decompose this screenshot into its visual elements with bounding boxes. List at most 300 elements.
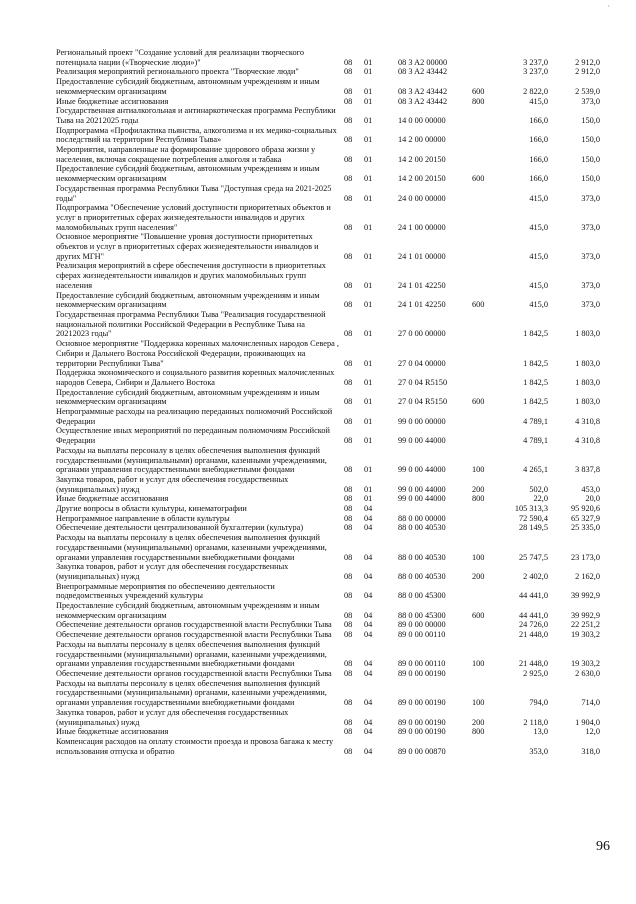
row-amount-year2: 65 327,9 bbox=[570, 513, 600, 523]
row-section: 08 bbox=[344, 416, 353, 426]
row-subsection: 04 bbox=[364, 659, 373, 669]
row-name: Иные бюджетные ассигнования bbox=[56, 96, 169, 106]
row-amount-year1: 166,0 bbox=[529, 174, 548, 184]
row-name: Предоставление субсидий бюджетным, автономным учреждениям и иным некоммерческим организациям bbox=[56, 290, 320, 310]
row-amount-year1: 166,0 bbox=[529, 115, 548, 125]
row-target-code: 14 2 00 20150 bbox=[398, 174, 446, 184]
row-subsection: 01 bbox=[364, 358, 373, 368]
row-amount-year2: 373,0 bbox=[581, 251, 600, 261]
row-amount-year1: 72 590,4 bbox=[518, 513, 548, 523]
row-amount-year1: 2 925,0 bbox=[523, 669, 548, 678]
row-section: 08 bbox=[344, 222, 353, 232]
table-row bbox=[56, 77, 610, 96]
row-section: 08 bbox=[344, 465, 353, 475]
row-name: Подпрограмма «Профилактика пьянства, алкоголизма и их медико-социальных последствий на территории Республики Тыва» bbox=[56, 125, 337, 145]
row-amount-year1: 3 237,0 bbox=[523, 67, 548, 77]
row-name: Иные бюджетные ассигнования bbox=[56, 727, 169, 737]
row-section: 08 bbox=[344, 300, 353, 310]
row-expense-type bbox=[472, 368, 500, 387]
row-amount-year2: 2 539,0 bbox=[575, 86, 600, 96]
row-subsection: 01 bbox=[364, 416, 373, 426]
row-amount-year1: 4 789,1 bbox=[523, 416, 548, 426]
row-amount-year2: 150,0 bbox=[581, 154, 600, 164]
row-section: 08 bbox=[344, 377, 353, 387]
row-name: Основное мероприятие "Поддержка коренных малочисленных народов Севера , Сибири и Дальнего Востока Российской Федерации, проживающих на территории Республики Тыва" bbox=[56, 339, 339, 368]
table-row bbox=[56, 97, 610, 107]
table-row bbox=[56, 388, 610, 407]
row-section: 08 bbox=[344, 329, 353, 339]
row-expense-type bbox=[472, 339, 500, 368]
row-amount-year1: 353,0 bbox=[529, 746, 548, 756]
row-expense-type bbox=[472, 669, 500, 679]
row-amount-year2: 2 630,0 bbox=[575, 669, 600, 678]
table-row bbox=[56, 562, 610, 581]
row-amount-year2: 39 992,9 bbox=[570, 591, 600, 601]
table-row bbox=[56, 310, 610, 339]
row-amount-year2: 2 162,0 bbox=[575, 571, 600, 581]
row-section: 08 bbox=[344, 96, 353, 106]
table-row bbox=[56, 126, 610, 145]
row-amount-year2: 23 173,0 bbox=[570, 552, 600, 562]
row-name: Закупка товаров, работ и услуг для обеспечения государственных (муниципальных) нужд bbox=[56, 474, 289, 494]
row-amount-year1: 794,0 bbox=[529, 698, 548, 708]
row-name: Поддержка экономического и социального развития коренных малочисленных народов Севера, Сибири и Дальнего Востока bbox=[56, 368, 335, 387]
row-name: Реализация мероприятий регионального проекта "Творческие люди" bbox=[56, 67, 299, 77]
row-target-code: 88 0 00 45300 bbox=[398, 610, 446, 620]
row-name: Непрограммные расходы на реализацию переданных полномочий Российской Федерации bbox=[56, 407, 333, 426]
row-section: 08 bbox=[344, 571, 353, 581]
row-section: 08 bbox=[344, 358, 353, 368]
row-expense-type bbox=[472, 504, 500, 514]
row-amount-year1: 166,0 bbox=[529, 135, 548, 145]
row-amount-year2: 150,0 bbox=[581, 135, 600, 145]
row-amount-year1: 22,0 bbox=[533, 494, 548, 504]
row-amount-year1: 3 237,0 bbox=[523, 57, 548, 67]
row-section: 08 bbox=[344, 436, 353, 446]
row-name: Иные бюджетные ассигнования bbox=[56, 494, 169, 504]
row-subsection: 01 bbox=[364, 329, 373, 339]
row-amount-year2: 95 920,6 bbox=[570, 504, 600, 514]
row-name: Реализация мероприятий в сфере обеспечения доступности в приоритетных сферах жизнедеятельности инвалидов и других маломобильных групп населения bbox=[56, 261, 326, 290]
table-row bbox=[56, 514, 610, 524]
row-subsection: 01 bbox=[364, 494, 373, 504]
row-subsection: 04 bbox=[364, 513, 373, 523]
row-subsection: 01 bbox=[364, 57, 373, 67]
row-target-code: 89 0 00 00110 bbox=[398, 659, 446, 669]
row-target-code: 24 1 00 00000 bbox=[398, 222, 446, 232]
row-subsection: 04 bbox=[364, 504, 373, 514]
row-section: 08 bbox=[344, 717, 353, 727]
row-name: Предоставление субсидий бюджетным, автономным учреждениям и иным некоммерческим организациям bbox=[56, 601, 320, 620]
row-target-code: 89 0 00 00190 bbox=[398, 669, 446, 678]
row-name: Закупка товаров, работ и услуг для обеспечения государственных (муниципальных) нужд bbox=[56, 707, 289, 727]
row-amount-year1: 502,0 bbox=[529, 484, 548, 494]
row-name: Подпрограмма "Обеспечение условий доступности приоритетных объектов и услуг в приоритетных сферах жизнедеятельности инвалидов и других маломобильных групп населения" bbox=[56, 203, 331, 232]
row-section: 08 bbox=[344, 115, 353, 125]
row-expense-type bbox=[472, 523, 500, 533]
row-section: 08 bbox=[344, 504, 353, 514]
row-subsection: 01 bbox=[364, 86, 373, 96]
table-row bbox=[56, 669, 610, 679]
row-target-code: 88 0 00 00000 bbox=[398, 513, 446, 523]
row-subsection: 04 bbox=[364, 591, 373, 601]
row-expense-type bbox=[472, 737, 500, 756]
row-name: Непрограммное направление в области культуры bbox=[56, 513, 230, 523]
table-row bbox=[56, 494, 610, 504]
row-expense-type: 600 bbox=[472, 397, 485, 407]
table-row bbox=[56, 475, 610, 494]
row-section: 08 bbox=[344, 513, 353, 523]
row-expense-type bbox=[472, 203, 500, 232]
row-target-code: 27 0 04 R5150 bbox=[398, 397, 448, 407]
table-row bbox=[56, 145, 610, 164]
table-row bbox=[56, 620, 610, 630]
row-amount-year1: 415,0 bbox=[529, 193, 548, 203]
row-section: 08 bbox=[344, 494, 353, 504]
row-amount-year1: 24 726,0 bbox=[518, 620, 548, 630]
row-amount-year1: 1 842,5 bbox=[523, 397, 548, 407]
row-target-code: 89 0 00 00190 bbox=[398, 717, 446, 727]
row-amount-year1: 2 402,0 bbox=[523, 571, 548, 581]
row-subsection: 04 bbox=[364, 571, 373, 581]
row-subsection: 01 bbox=[364, 300, 373, 310]
row-name: Расходы на выплаты персоналу в целях обеспечения выполнения функций государственными (муниципальными) органами, казенными учреждениями, органами управления государственными внебюджетными фондами bbox=[56, 533, 327, 562]
table-row bbox=[56, 407, 610, 426]
row-amount-year1: 21 448,0 bbox=[518, 630, 548, 640]
row-subsection: 04 bbox=[364, 669, 373, 678]
row-amount-year1: 105 313,3 bbox=[514, 504, 548, 514]
row-name: Предоставление субсидий бюджетным, автономным учреждениям и иным некоммерческим организациям bbox=[56, 77, 320, 96]
row-name: Основное мероприятие "Повышение уровня доступности приоритетных объектов и услуг в приоритетных сферах жизнедеятельности инвалидов и других МГН" bbox=[56, 232, 319, 261]
table-row bbox=[56, 426, 610, 445]
row-amount-year2: 1 904,0 bbox=[575, 717, 600, 727]
row-subsection: 04 bbox=[364, 523, 373, 533]
row-section: 08 bbox=[344, 484, 353, 494]
row-amount-year1: 4 789,1 bbox=[523, 436, 548, 446]
row-section: 08 bbox=[344, 746, 353, 756]
table-row bbox=[56, 67, 610, 77]
row-section: 08 bbox=[344, 174, 353, 184]
row-name: Обеспечение деятельности органов государственной власти Республики Тыва bbox=[56, 630, 332, 640]
row-name: Обеспечение деятельности органов государственной власти Республики Тыва bbox=[56, 669, 332, 678]
row-amount-year2: 373,0 bbox=[581, 222, 600, 232]
row-target-code bbox=[398, 504, 472, 514]
row-section: 08 bbox=[344, 610, 353, 620]
page-number: 96 bbox=[596, 839, 610, 854]
table-row bbox=[56, 339, 610, 368]
row-amount-year1: 415,0 bbox=[529, 251, 548, 261]
row-amount-year2: 318,0 bbox=[581, 746, 600, 756]
table-row bbox=[56, 48, 610, 67]
row-target-code: 14 2 00 00000 bbox=[398, 135, 446, 145]
row-name: Государственная антиалкогольная и антинаркотическая программа Республики Тыва на 20212025 годы bbox=[56, 106, 336, 125]
table-row bbox=[56, 737, 610, 756]
row-amount-year2: 12,0 bbox=[585, 727, 600, 737]
row-subsection: 04 bbox=[364, 630, 373, 640]
row-amount-year1: 166,0 bbox=[529, 154, 548, 164]
row-expense-type: 200 bbox=[472, 484, 485, 494]
row-amount-year2: 2 912,0 bbox=[575, 67, 600, 77]
row-expense-type bbox=[472, 126, 500, 145]
row-expense-type: 800 bbox=[472, 96, 485, 106]
row-target-code: 14 0 00 00000 bbox=[398, 115, 446, 125]
row-expense-type bbox=[472, 514, 500, 524]
row-expense-type: 600 bbox=[472, 300, 485, 310]
table-row bbox=[56, 708, 610, 727]
row-subsection: 04 bbox=[364, 727, 373, 737]
row-subsection: 01 bbox=[364, 484, 373, 494]
row-section: 08 bbox=[344, 135, 353, 145]
row-section: 08 bbox=[344, 669, 353, 678]
row-amount-year1: 415,0 bbox=[529, 96, 548, 106]
row-target-code: 24 0 00 00000 bbox=[398, 193, 446, 203]
table-row bbox=[56, 727, 610, 737]
row-section: 08 bbox=[344, 280, 353, 290]
row-target-code: 88 0 00 45300 bbox=[398, 591, 446, 601]
table-row bbox=[56, 533, 610, 562]
row-amount-year1: 25 747,5 bbox=[518, 552, 548, 562]
row-subsection: 01 bbox=[364, 193, 373, 203]
row-section: 08 bbox=[344, 620, 353, 630]
row-amount-year2: 150,0 bbox=[581, 174, 600, 184]
row-name: Обеспечение деятельности органов государственной власти Республики Тыва bbox=[56, 620, 332, 630]
row-amount-year1: 13,0 bbox=[533, 727, 548, 737]
row-subsection: 01 bbox=[364, 135, 373, 145]
row-section: 08 bbox=[344, 251, 353, 261]
corner-mark: · bbox=[607, 2, 610, 11]
row-amount-year2: 4 310,8 bbox=[575, 436, 600, 446]
row-amount-year2: 20,0 bbox=[585, 494, 600, 504]
row-subsection: 01 bbox=[364, 436, 373, 446]
row-expense-type bbox=[472, 48, 500, 67]
row-amount-year2: 453,0 bbox=[581, 484, 600, 494]
row-section: 08 bbox=[344, 552, 353, 562]
row-amount-year2: 150,0 bbox=[581, 115, 600, 125]
row-expense-type: 200 bbox=[472, 717, 485, 727]
row-subsection: 01 bbox=[364, 96, 373, 106]
row-amount-year2: 714,0 bbox=[581, 698, 600, 708]
budget-table bbox=[56, 48, 610, 756]
row-subsection: 01 bbox=[364, 251, 373, 261]
table-row bbox=[56, 523, 610, 533]
row-amount-year1: 2 118,0 bbox=[523, 717, 548, 727]
row-expense-type: 100 bbox=[472, 465, 485, 475]
row-amount-year1: 21 448,0 bbox=[518, 659, 548, 669]
row-target-code: 89 0 00 00190 bbox=[398, 698, 446, 708]
row-target-code: 24 1 01 42250 bbox=[398, 280, 446, 290]
row-subsection: 01 bbox=[364, 377, 373, 387]
row-amount-year1: 44 441,0 bbox=[518, 610, 548, 620]
row-target-code: 99 0 00 44000 bbox=[398, 484, 446, 494]
table-row bbox=[56, 640, 610, 669]
row-section: 08 bbox=[344, 523, 353, 533]
row-expense-type bbox=[472, 426, 500, 445]
row-subsection: 04 bbox=[364, 698, 373, 708]
row-name: Расходы на выплаты персоналу в целях обеспечения выполнения функций государственными (муниципальными) органами, казенными учреждениями, органами управления государственными внебюджетными фондами bbox=[56, 445, 327, 475]
budget-table-body bbox=[56, 48, 610, 756]
table-row bbox=[56, 232, 610, 261]
row-subsection: 01 bbox=[364, 174, 373, 184]
row-target-code: 27 0 00 00000 bbox=[398, 329, 446, 339]
row-amount-year2: 39 992,9 bbox=[570, 610, 600, 620]
row-amount-year1: 415,0 bbox=[529, 280, 548, 290]
table-row bbox=[56, 261, 610, 290]
row-expense-type bbox=[472, 184, 500, 203]
row-target-code: 99 0 00 44000 bbox=[398, 436, 446, 446]
row-subsection: 01 bbox=[364, 154, 373, 164]
row-subsection: 01 bbox=[364, 280, 373, 290]
row-section: 08 bbox=[344, 86, 353, 96]
row-expense-type bbox=[472, 145, 500, 164]
row-name: Обеспечение деятельности централизованной бухгалтерии (культура) bbox=[56, 523, 304, 533]
row-expense-type: 100 bbox=[472, 698, 485, 708]
row-expense-type: 200 bbox=[472, 571, 485, 581]
table-row bbox=[56, 504, 610, 514]
row-name: Государственная программа Республики Тыва "Реализация государственной национальной политики Российской Федерации в Республике Тыва на 20212023 годы" bbox=[56, 309, 326, 339]
row-subsection: 04 bbox=[364, 746, 373, 756]
row-name: Расходы на выплаты персоналу в целях обеспечения выполнения функций государственными (муниципальными) органами, казенными учреждениями, органами управления государственными внебюджетными фондами bbox=[56, 639, 327, 669]
row-target-code: 99 0 00 44000 bbox=[398, 465, 446, 475]
row-amount-year2: 4 310,8 bbox=[575, 416, 600, 426]
row-section: 08 bbox=[344, 591, 353, 601]
row-target-code: 08 3 A2 43442 bbox=[398, 67, 448, 77]
row-name: Предоставление субсидий бюджетным, автономным учреждениям и иным некоммерческим организациям bbox=[56, 164, 320, 184]
row-amount-year1: 415,0 bbox=[529, 300, 548, 310]
table-row bbox=[56, 601, 610, 620]
row-amount-year2: 1 803,0 bbox=[575, 329, 600, 339]
row-target-code: 27 0 04 00000 bbox=[398, 358, 446, 368]
row-amount-year2: 1 803,0 bbox=[575, 397, 600, 407]
row-amount-year1: 1 842,5 bbox=[523, 329, 548, 339]
row-expense-type: 600 bbox=[472, 174, 485, 184]
row-target-code: 99 0 00 44000 bbox=[398, 494, 446, 504]
row-amount-year2: 1 803,0 bbox=[575, 358, 600, 368]
row-name: Осуществление иных мероприятий по переданным полномочиям Российской Федерации bbox=[56, 426, 330, 446]
row-target-code: 89 0 00 00190 bbox=[398, 727, 446, 737]
row-expense-type bbox=[472, 232, 500, 261]
row-section: 08 bbox=[344, 67, 353, 77]
row-name: Предоставление субсидий бюджетным, автономным учреждениям и иным некоммерческим организациям bbox=[56, 387, 320, 407]
row-expense-type: 800 bbox=[472, 494, 485, 504]
row-target-code: 24 1 01 00000 bbox=[398, 251, 446, 261]
row-amount-year2: 373,0 bbox=[581, 300, 600, 310]
row-subsection: 04 bbox=[364, 620, 373, 630]
row-amount-year1: 28 149,5 bbox=[518, 523, 548, 533]
table-row bbox=[56, 106, 610, 125]
row-amount-year2: 22 251,2 bbox=[570, 620, 600, 630]
row-target-code: 14 2 00 20150 bbox=[398, 154, 446, 164]
table-row bbox=[56, 164, 610, 183]
row-target-code: 08 3 A2 43442 bbox=[398, 86, 448, 96]
row-name: Компенсация расходов на оплату стоимости проезда и провоза багажа к месту использования отпуска и обратно bbox=[56, 736, 334, 756]
row-section: 08 bbox=[344, 727, 353, 737]
row-target-code: 99 0 00 00000 bbox=[398, 416, 446, 426]
row-name: Другие вопросы в области культуры, кинематографии bbox=[56, 504, 247, 514]
row-target-code: 08 3 A2 00000 bbox=[398, 57, 448, 67]
row-amount-year1: 4 265,1 bbox=[523, 465, 548, 475]
row-amount-year2: 19 303,2 bbox=[570, 630, 600, 640]
row-amount-year1: 1 842,5 bbox=[523, 358, 548, 368]
table-row bbox=[56, 368, 610, 387]
row-name: Расходы на выплаты персоналу в целях обеспечения выполнения функций государственными (муниципальными) органами, казенными учреждениями, органами управления государственными внебюджетными фондами bbox=[56, 678, 327, 708]
row-name: Региональный проект "Создание условий для реализации творческого потенциала нации («Творческие люди»)" bbox=[56, 48, 304, 67]
row-subsection: 01 bbox=[364, 465, 373, 475]
row-expense-type bbox=[472, 620, 500, 630]
row-amount-year2: 3 837,8 bbox=[575, 465, 600, 475]
table-row bbox=[56, 203, 610, 232]
row-amount-year1: 44 441,0 bbox=[518, 591, 548, 601]
row-amount-year1: 415,0 bbox=[529, 222, 548, 232]
row-subsection: 04 bbox=[364, 552, 373, 562]
row-subsection: 04 bbox=[364, 610, 373, 620]
row-expense-type bbox=[472, 407, 500, 426]
row-target-code: 88 0 00 40530 bbox=[398, 552, 446, 562]
row-amount-year2: 373,0 bbox=[581, 280, 600, 290]
table-row bbox=[56, 184, 610, 203]
row-expense-type bbox=[472, 106, 500, 125]
table-row bbox=[56, 446, 610, 475]
row-section: 08 bbox=[344, 630, 353, 640]
row-expense-type bbox=[472, 261, 500, 290]
row-expense-type bbox=[472, 67, 500, 77]
row-subsection: 01 bbox=[364, 397, 373, 407]
row-amount-year2: 373,0 bbox=[581, 96, 600, 106]
row-amount-year2: 25 335,0 bbox=[570, 523, 600, 533]
row-expense-type: 100 bbox=[472, 552, 485, 562]
row-subsection: 01 bbox=[364, 67, 373, 77]
row-amount-year2: 2 912,0 bbox=[575, 57, 600, 67]
row-section: 08 bbox=[344, 659, 353, 669]
row-name: Внепрограммные мероприятия по обеспечению деятельности подведомственных учреждений культуры bbox=[56, 581, 275, 601]
table-row bbox=[56, 630, 610, 640]
row-section: 08 bbox=[344, 154, 353, 164]
table-row bbox=[56, 582, 610, 601]
row-expense-type bbox=[472, 310, 500, 339]
row-expense-type: 600 bbox=[472, 610, 485, 620]
row-expense-type: 100 bbox=[472, 659, 485, 669]
row-target-code: 08 3 A2 43442 bbox=[398, 96, 448, 106]
row-section: 08 bbox=[344, 57, 353, 67]
row-target-code: 89 0 00 00870 bbox=[398, 746, 446, 756]
row-subsection: 01 bbox=[364, 222, 373, 232]
table-row bbox=[56, 679, 610, 708]
row-amount-year2: 373,0 bbox=[581, 193, 600, 203]
row-amount-year2: 19 303,2 bbox=[570, 659, 600, 669]
row-name: Государственная программа Республики Тыва "Доступная среда на 2021-2025 годы" bbox=[56, 183, 332, 203]
row-name: Закупка товаров, работ и услуг для обеспечения государственных (муниципальных) нужд bbox=[56, 562, 289, 581]
row-target-code: 89 0 00 00000 bbox=[398, 620, 446, 630]
row-section: 08 bbox=[344, 397, 353, 407]
row-amount-year1: 2 822,0 bbox=[523, 86, 548, 96]
row-subsection: 01 bbox=[364, 115, 373, 125]
row-section: 08 bbox=[344, 698, 353, 708]
row-target-code: 89 0 00 00110 bbox=[398, 630, 446, 640]
row-expense-type bbox=[472, 582, 500, 601]
row-amount-year2: 1 803,0 bbox=[575, 377, 600, 387]
row-amount-year1: 1 842,5 bbox=[523, 377, 548, 387]
row-expense-type bbox=[472, 630, 500, 640]
row-target-code: 88 0 00 40530 bbox=[398, 571, 446, 581]
row-target-code: 24 1 01 42250 bbox=[398, 300, 446, 310]
row-subsection: 04 bbox=[364, 717, 373, 727]
row-expense-type: 600 bbox=[472, 86, 485, 96]
table-row bbox=[56, 291, 610, 310]
row-section: 08 bbox=[344, 193, 353, 203]
row-target-code: 88 0 00 40530 bbox=[398, 523, 446, 533]
row-name: Мероприятия, направленные на формирование здорового образа жизни у населения, включая сокращение потребления алкоголя и табака bbox=[56, 145, 316, 164]
row-expense-type: 800 bbox=[472, 727, 485, 737]
row-target-code: 27 0 04 R5150 bbox=[398, 377, 448, 387]
